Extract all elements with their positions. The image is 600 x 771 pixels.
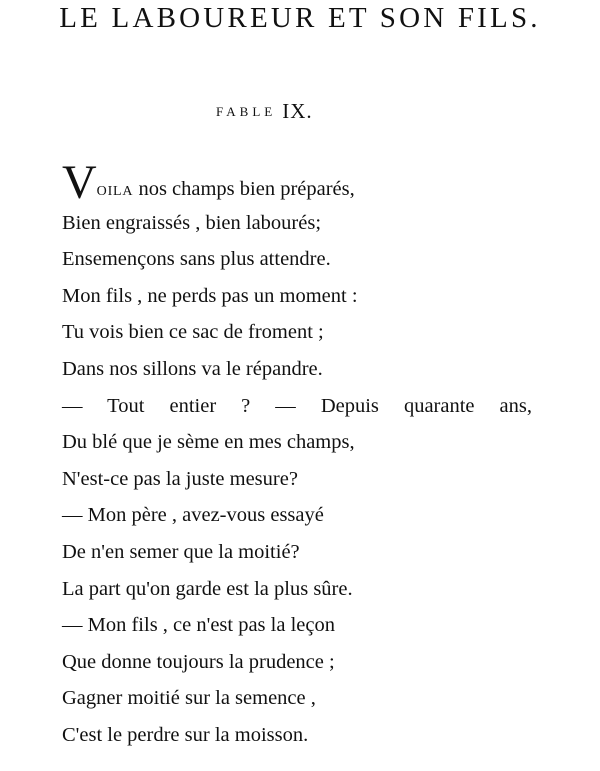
poem-line: Du blé que je sème en mes champs,: [62, 431, 355, 454]
poem-line: Tu vois bien ce sac de froment ;: [62, 321, 324, 344]
poem-line: Gagner moitié sur la semence ,: [62, 687, 316, 710]
poem-line: De n'en semer que la moitié?: [62, 540, 300, 563]
fable-label: FABLE: [216, 104, 277, 119]
poem-line: Ensemençons sans plus attendre.: [62, 248, 331, 271]
poem: [62, 156, 592, 754]
fable-heading: [216, 101, 313, 122]
fable-title: LE LABOUREUR ET SON FILS.: [59, 2, 541, 34]
fable-number: IX.: [282, 99, 313, 123]
poem-line-1: [62, 156, 592, 209]
poem-line-text: — Tout entier ? — Depuis quarante ans,: [62, 394, 532, 417]
poem-line: — Mon fils , ce n'est pas la leçon: [62, 614, 335, 637]
poem-line: C'est le perdre sur la moisson.: [62, 723, 309, 746]
poem-line: — Mon père , avez-vous essayé: [62, 504, 324, 527]
poem-line: N'est-ce pas la juste mesure?: [62, 467, 298, 490]
poem-line: La part qu'on garde est la plus sûre.: [62, 577, 353, 600]
poem-line: Que donne toujours la prudence ;: [62, 650, 335, 673]
poem-line: [62, 388, 592, 425]
poem-line: Bien engraissés , bien labourés;: [62, 211, 322, 234]
first-line-text: nos champs bien préparés,: [133, 178, 355, 200]
small-caps-word: OILA: [96, 184, 134, 199]
drop-cap: V: [62, 156, 97, 209]
poem-line: Dans nos sillons va le répandre.: [62, 357, 323, 380]
poem-line: Mon fils , ne perds pas un moment :: [62, 284, 358, 307]
